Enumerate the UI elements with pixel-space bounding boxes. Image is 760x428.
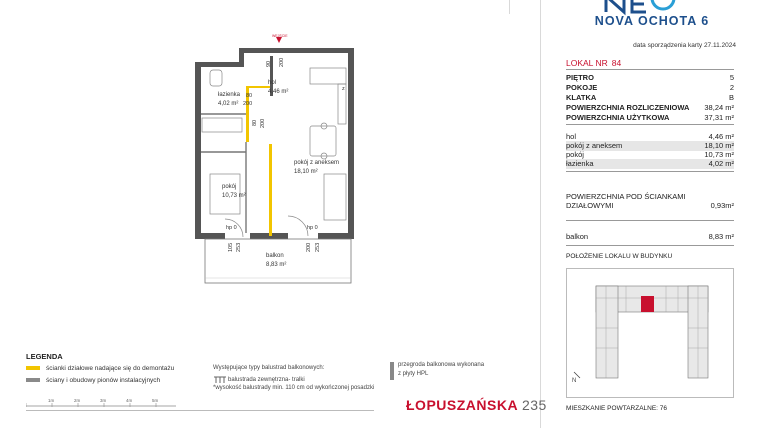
balcony-row: balkon 8,83 m² (566, 232, 734, 241)
room-label: pokój (222, 184, 237, 190)
prop-row: POKOJE 2 (566, 83, 734, 92)
scale-label: 2m (74, 398, 81, 403)
entry-label: WEJŚCIE (272, 34, 288, 38)
north-icon: N (572, 378, 577, 384)
room-row: hol 4,46 m² (566, 132, 734, 141)
repeat-info: MIESZKANIE POWTARZALNE: 76 (566, 405, 668, 412)
note: *wysokość balustrady min. 110 cm od wykończonej posadzki (213, 385, 375, 391)
card-date: data sporządzenia karty 27.11.2024 (633, 42, 736, 49)
dim-label: 80 (252, 119, 258, 126)
legend-item: ściany i obudowy pionów instalacyjnych (26, 377, 160, 384)
legend-title: LEGENDA (26, 352, 63, 361)
dim-label: 253 (236, 242, 242, 252)
fixture-label: z (342, 86, 345, 92)
lokal-number (566, 58, 621, 68)
note: z płyty HPL (398, 371, 429, 377)
room-area: 10,73 m² (222, 193, 246, 199)
room-annex-label: pokój z aneksem (294, 160, 340, 166)
separator (566, 171, 734, 172)
dim-label: 200 (260, 118, 266, 128)
top-divider (509, 0, 510, 14)
bath-label: łazienka (218, 92, 241, 98)
balcony-label: balkon (266, 253, 284, 259)
hol-area: 4,46 m² (268, 89, 289, 95)
prop-row: PIĘTRO 5 (566, 73, 734, 82)
balcony-area: 8,83 m² (266, 262, 287, 268)
under-walls-row: DZIAŁOWYMI 0,93m² (566, 201, 734, 210)
under-walls-row: POWIERZCHNIA POD ŚCIANKAMI (566, 192, 686, 201)
dim-label: 80 (246, 93, 253, 99)
location-title: POŁOŻENIE LOKALU W BUDYNKU (566, 253, 673, 260)
brand-subtitle: NOVA OCHOTA 6 (594, 14, 710, 28)
bath-area: 4,02 m² (218, 101, 239, 107)
note: balustrada zewnętrzna- tralki (228, 377, 305, 383)
scale-label: 1m (48, 398, 55, 403)
bottom-rule (26, 410, 374, 411)
prop-row: POWIERZCHNIA ROZLICZENIOWA 38,24 m² (566, 103, 734, 112)
logo-o-icon (652, 0, 674, 9)
note: przegroda balkonowa wykonana (398, 362, 485, 368)
logo-n-icon (606, 0, 624, 12)
separator (566, 124, 734, 125)
hp-label: hp 0 (307, 225, 318, 231)
legend-item: ścianki działowe nadające się do demontażu (26, 365, 174, 372)
scale-label: 4m (126, 398, 133, 403)
separator (566, 220, 734, 221)
hpl-divider-icon (390, 362, 394, 380)
note: Występujące typy balustrad balkonowych: (213, 365, 325, 371)
building-location-map (566, 268, 734, 398)
dim-label: 105 (228, 242, 234, 252)
dim-label: 253 (315, 242, 321, 252)
lokal-label: LOKAL NR (566, 58, 608, 68)
dim-label: 200 (306, 242, 312, 252)
legend-swatch-yellow (26, 366, 40, 370)
room-row: pokój z aneksem 18,10 m² (566, 141, 734, 150)
dim-label: 200 (279, 57, 285, 67)
room-row: pokój 10,73 m² (566, 150, 734, 159)
prop-row: POWIERZCHNIA UŻYTKOWA 37,31 m² (566, 113, 734, 122)
room-annex-area: 18,10 m² (294, 169, 318, 175)
scale-label: 5m (152, 398, 159, 403)
panel-divider (540, 0, 541, 428)
room-row: łazienka 4,02 m² (566, 159, 734, 168)
unit-highlight (641, 296, 654, 312)
dim-label: 90 (266, 60, 272, 67)
hol-label: hol (268, 80, 277, 86)
logo-e-icon (632, 0, 646, 12)
legend-swatch-gray (26, 378, 40, 382)
separator (566, 245, 734, 246)
hp-label: hp 0 (226, 225, 237, 231)
scale-label: 3m (100, 398, 107, 403)
floor-plan (190, 34, 370, 294)
prop-row: KLATKA B (566, 93, 734, 102)
scale-bar (26, 398, 202, 408)
footer-address: ŁOPUSZAŃSKA 235 (406, 397, 547, 413)
separator (566, 69, 734, 70)
lokal-value: 84 (611, 58, 622, 68)
dim-label: 200 (243, 101, 253, 107)
balustrade-icon (213, 376, 227, 384)
